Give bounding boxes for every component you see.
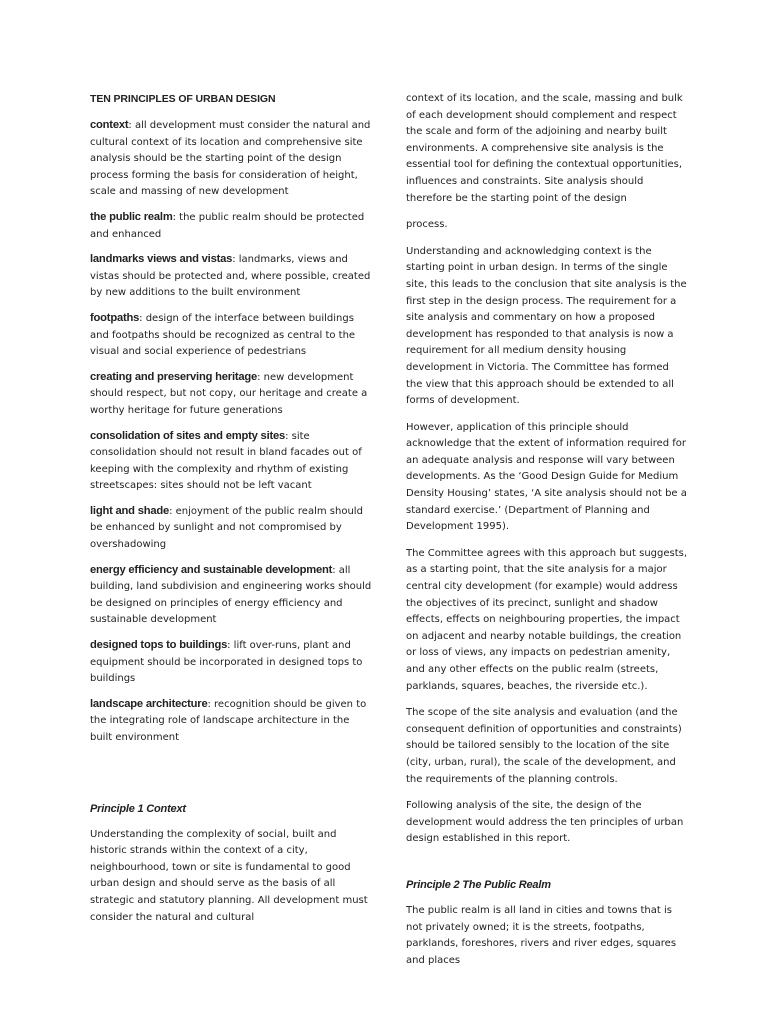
right-column [406,91,688,979]
principle-term: the public realm [90,210,173,223]
principle-term: landscape architecture [90,697,208,710]
body-paragraph: The scope of the site analysis and evaluation (and the consequent definition of opportunities and constraints) should be tailored sensibly to the location of the site (city, urban, rural), the scale of the development, and the requirements of the planning controls. [406,707,682,785]
principle-term: light and shade [90,504,170,517]
body-paragraph: context of its location, and the scale, massing and bulk of each development should complement and respect the scale and form of the adjoining and nearby built environments. A comprehensive site analysis is the essential tool for defining the contextual opportunities, influences and constraints. Site analysis should therefore be the starting point of the design [406,93,683,204]
principle-term: landmarks views and vistas [90,253,233,266]
principle-text: : all building, land subdivision and engineering works should be designed on principles of energy efficiency and sustainable development [90,564,372,626]
principle-item-public-realm [90,209,372,243]
body-paragraph: The public realm is all land in cities and towns that is not privately owned; it is the streets, footpaths, parklands, foreshores, rivers and river edges, squares and places [406,904,677,966]
principle-text: : landmarks, views and vistas should be protected and, where possible, created by new additions to the built environment [90,254,371,299]
principle-item-heritage [90,369,372,420]
principle-text: : lift over-runs, plant and equipment should be incorporated in designed tops to buildings [90,640,363,685]
body-paragraph: Following analysis of the site, the design of the development would address the ten principles of urban design established in this report. [406,800,684,845]
principle-item-landmarks [90,251,372,302]
document-title: TEN PRINCIPLES OF URBAN DESIGN [90,93,276,105]
principle-text: : enjoyment of the public realm should be enhanced by sunlight and not compromised by overshadowing [90,505,363,551]
principle-text: : all development must consider the natural and cultural context of its location and comprehensive site analysis should be the starting point of the design process forming the basis for consideration of height, scale and massing of new development [90,120,371,198]
body-paragraph: Understanding the complexity of social, built and historic strands within the context of a city, neighbourhood, town or site is fundamental to good urban design and should serve as the basis of all strategic and statutory planning. All development must consider the natural and cultural [90,828,368,923]
section-heading-principle-2: Principle 2 The Public Realm [406,878,551,891]
principle-text: : design of the interface between buildings and footpaths should be recognized as central to the visual and social experience of pedestrians [90,312,356,358]
principle-term: creating and preserving heritage [90,370,258,383]
principle-term: energy efficiency and sustainable development [90,563,333,576]
principle-item-tops [90,637,372,688]
principle-term: consolidation of sites and empty sites [90,429,286,442]
principle-term: footpaths [90,311,140,324]
body-paragraph: However, application of this principle should acknowledge that the extent of information required for an adequate analysis and response will vary between developments. As the ‘Good Design Guide for Medium Density Housing’ states, ‘A site analysis should not be a standard exercise.’ (Department of Planning and Development 1995). [406,421,687,533]
principle-term: designed tops to buildings [90,639,228,652]
principle-item-energy [90,562,372,629]
principle-item-light-shade [90,503,372,554]
principle-item-consolidation [90,428,372,495]
principle-text: : the public realm should be protected and enhanced [90,211,365,240]
principle-text: : site consolidation should not result in bland facades out of keeping with the complexity and rhythm of existing streetscapes: sites should not be left vacant [90,430,362,492]
principle-item-footpaths [90,310,372,361]
principle-term: context [90,119,129,131]
principle-text: : recognition should be given to the integrating role of landscape architecture in the built environment [90,698,367,743]
body-paragraph: The Committee agrees with this approach but suggests, as a starting point, that the site analysis for a major central city development (for example) would address the objectives of its precinct, sunlight and shadow effects, effects on neighbouring properties, the impact on adjacent and nearby notable buildings, the creation or loss of views, any impacts on pedestrian amenity, and any other effects on the public realm (streets, parklands, squares, beaches, the riverside etc.). [406,547,688,692]
principle-item-landscape [90,696,372,747]
body-paragraph: process. [406,219,448,231]
principle-text: : new development should respect, but not copy, our heritage and create a worthy heritage for future generations [90,371,368,416]
left-column [90,91,372,936]
section-heading-principle-1: Principle 1 Context [90,802,186,815]
principle-item-context [90,117,372,201]
body-paragraph: Understanding and acknowledging context is the starting point in urban design. In terms of the single site, this leads to the conclusion that site analysis is the first step in the design process. The requirement for a site analysis and commentary on how a proposed development has responded to that analysis is now a requirement for all medium density housing development in Victoria. The Committee has formed the view that this approach should be extended to all forms of development. [406,245,687,407]
